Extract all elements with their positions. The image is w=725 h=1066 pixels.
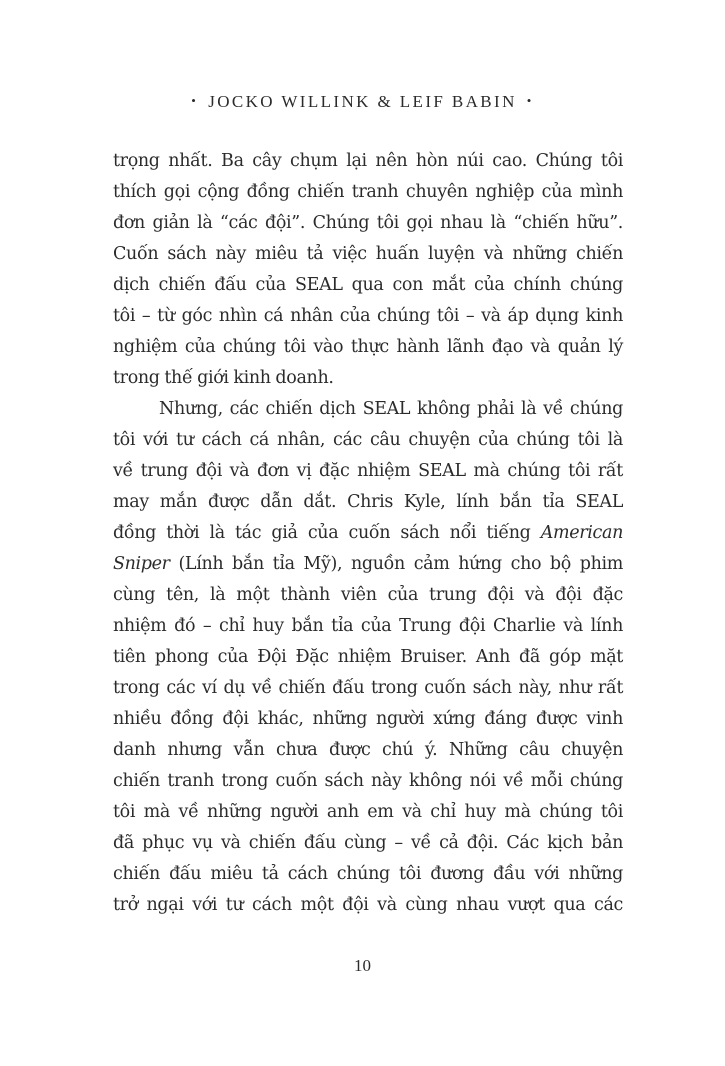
text-line: nhiệm đó – chỉ huy bắn tỉa của Trung đội Charlie và lính [113, 616, 623, 636]
text-line: tôi – từ góc nhìn cá nhân của chúng tôi – và áp dụng kinh [113, 306, 623, 326]
text-line: trong thế giới kinh doanh. [113, 368, 334, 388]
text-line: đã phục vụ và chiến đấu cùng – về cả đội. Các kịch bản [113, 833, 623, 853]
page-number: 10 [354, 956, 371, 975]
book-title-italic: Sniper [113, 554, 170, 574]
text-line: Nhưng, các chiến dịch SEAL không phải là về chúng [159, 399, 623, 419]
text-line: Cuốn sách này miêu tả việc huấn luyện và những chiến [113, 244, 623, 264]
paragraph-1 [113, 146, 623, 394]
text-line [113, 549, 623, 580]
text-line: tôi với tư cách cá nhân, các câu chuyện của chúng tôi là [113, 430, 623, 450]
text-line: cùng tên, là một thành viên của trung đội và đội đặc [113, 585, 623, 605]
paragraph-2 [113, 394, 623, 921]
running-header [0, 92, 725, 112]
text-line: nhiều đồng đội khác, những người xứng đáng được vinh [113, 709, 623, 729]
text-line: chiến đấu miêu tả cách chúng tôi đương đầu với những [113, 864, 623, 884]
text-line: tiên phong của Đội Đặc nhiệm Bruiser. Anh đã góp mặt [113, 647, 623, 667]
text-line: nghiệm của chúng tôi vào thực hành lãnh đạo và quản lý [113, 337, 623, 357]
header-bullet-right: • [526, 93, 534, 108]
text-line: trọng nhất. Ba cây chụm lại nên hòn núi cao. Chúng tôi [113, 151, 623, 171]
text-line [113, 518, 623, 549]
header-bullet-left: • [191, 93, 199, 108]
text-line: thích gọi cộng đồng chiến tranh chuyên nghiệp của mình [113, 182, 623, 202]
text-line: chiến tranh trong cuốn sách này không nói về mỗi chúng [113, 771, 623, 791]
text-line: dịch chiến đấu của SEAL qua con mắt của chính chúng [113, 275, 623, 295]
book-title-italic: American [540, 523, 623, 543]
text-line: may mắn được dẫn dắt. Chris Kyle, lính bắn tỉa SEAL [113, 492, 623, 512]
body-text [113, 146, 623, 921]
text-segment: đồng thời là tác giả của cuốn sách nổi tiếng [113, 523, 541, 543]
text-segment: (Lính bắn tỉa Mỹ), nguồn cảm hứng cho bộ phim [169, 554, 623, 574]
text-line: về trung đội và đơn vị đặc nhiệm SEAL mà chúng tôi rất [113, 461, 623, 481]
text-line: trong các ví dụ về chiến đấu trong cuốn sách này, như rất [113, 678, 623, 698]
text-line: trở ngại với tư cách một đội và cùng nhau vượt qua các [113, 895, 623, 915]
header-authors: JOCKO WILLINK & LEIF BABIN [208, 92, 517, 111]
text-line: danh nhưng vẫn chưa được chú ý. Những câu chuyện [113, 740, 623, 760]
text-line: tôi mà về những người anh em và chỉ huy mà chúng tôi [113, 802, 623, 822]
text-line: đơn giản là “các đội”. Chúng tôi gọi nhau là “chiến hữu”. [113, 213, 623, 233]
